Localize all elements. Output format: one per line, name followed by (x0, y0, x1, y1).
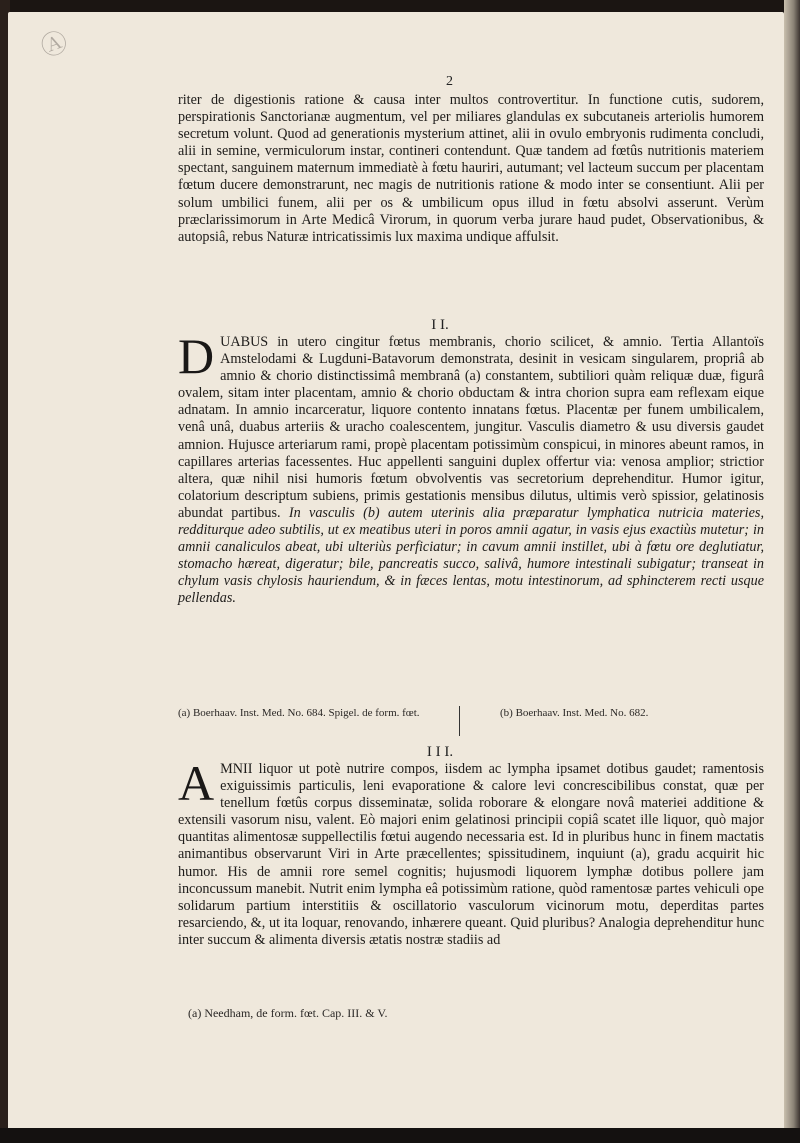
library-stamp-icon: Ⓐ (37, 26, 72, 63)
footnote-a: (a) Needham, de form. fœt. Cap. III. & V. (188, 1006, 388, 1020)
intro-paragraph (178, 92, 764, 246)
section-3-heading: I I I. (426, 744, 454, 760)
section-2-italic-text: In vasculis (b) autem uterinis alia præparatur lymphatica nutricia materies, redditurque adeo subtilis, ut ex meatibus uteri in poros amnii agatur, in vasis ejus exactiùs mutetur; in amnii canaliculos abeat, ubi ulteriùs perficiatur; in cavum amnii instillet, ubi à fœtu ore deglutiatur, stomacho hæreat, digeratur; bile, pancreatis succo, salivâ, humore intestinali subigatur; transeat in chylum vasis chylosis hauriendum, & in fæces lentas, motu intestinorum, ad sphincterem recti usque pellendas. (178, 504, 764, 607)
note-a: (a) Boerhaav. Inst. Med. No. 684. Spigel. de form. fœt. (178, 707, 420, 719)
section-2-heading: I I. (431, 317, 449, 333)
section-2-paragraph (178, 328, 764, 608)
page-edge (784, 0, 800, 1143)
section-2-text: UABUS in utero cingitur fœtus membranis, chorio scilicet, & amnio. Tertia Allantoïs Amstelodami & Lugduni-Batavorum demonstrata, desinit in vesicam singularem, propriâ ab amnio & chorio distinctissimâ membranâ (a) constantem, subtiliori quàm reliquæ duæ, figurâ ovalem, sitam inter placentam, amnio & chorio obductam & intra chorion supra eam reflexam eique adnatam. In amnio incarceratur, liquore contento innatans fœtus. Placentæ per funem umbilicalem, venâ unâ, duabus arteriis & uracho coalescentem, jungitur. Vasculis diametro & usu diversis gaudet amnion. Hujusce arteriarum rami, propè placentam potissimùm conspicui, in minores abeunt ramos, in capillares arterias facessentes. Huc appellenti sanguini duplex offertur via: venosa amplior; strictior altera, quæ nihil nisi humoris fœtum obvolventis vas secretorium deprehenditur. Humor igitur, colatorium descriptum subiens, primis gestationis mensibus dilutus, ultimis verò spissior, gelatinosis abundat partibus. (178, 334, 764, 521)
intro-text: riter de digestionis ratione & causa inter multos controvertitur. In functione cutis, sudorem, perspirationis Sanctorianæ augmentum, vel per miliares glandulas ex subcutaneis arteriolis humorem secretum volunt. Quod ad generationis mysterium attinet, alii in ovulo embryonis rudimenta concludi, alii in semine, vermiculorum instar, contineri contendunt. Quæ tandem ad fœtûs nutritionis materiem spectant, sanguinem maternum immediatè à fœtu hauriri, autumant; vel lacteum succum per placentam fœtum ducere demonstrarunt, nec magis de nutritionis ratione & modo inter se consentiunt. Alii per solum umbilici funem, alii per os & umbilicum opus illud in fœtu absolvi asserunt. Verùm præclarissimorum in Arte Medicâ Virorum, in quorum verba jurare haud pudet, Observationibus, & autopsiâ, rebus Naturæ intricatissimis lux maxima undique affulsit. (178, 92, 764, 245)
note-divider (459, 706, 460, 736)
section-3-text: MNII liquor ut potè nutrire compos, iisdem ac lympha ipsamet dotibus gaudet; ramentosis exiguissimis particulis, leni evaporatione & calore levi concrescibilibus constat, quæ per tenellum fœtûs corpus disseminatæ, solida roborare & elongare novâ materiei additione & extensili vasorum nisu, valent. Eò majori enim gelatinosi principii copiâ scatet ille liquor, quò major quantitas alimentosæ suppellectilis fœtui augendo necessaria est. Id in pluribus hunc in finem mactatis animantibus observarunt Viri in Arte præcellentes; spissitudinem, inquiunt (a), gradu acquirit hic humor. His de amnii rore semel cognitis; hujusmodi liquorem lymphæ dotibus pollere jam inconcussum manebit. Nutrit enim lympha eâ potissimùm ratione, quòd ramentosæ partes vehiculi ope solidarum partium interstitiis & oscillatorio vasculorum vicinorum motu, deperditas partes resarciendo, &, ut ita loquar, renovando, inhærere queant. Quid pluribus? Analogia deprehenditur hunc inter succum & alimenta diversis ætatis nostræ stadiis ad (178, 761, 764, 948)
section-2-dropcap: D (178, 328, 215, 384)
page-number: 2 (446, 74, 453, 89)
note-b: (b) Boerhaav. Inst. Med. No. 682. (500, 707, 649, 719)
section-3-dropcap: A (178, 755, 215, 811)
bottom-strip (0, 1128, 800, 1143)
section-3-paragraph (178, 755, 764, 949)
